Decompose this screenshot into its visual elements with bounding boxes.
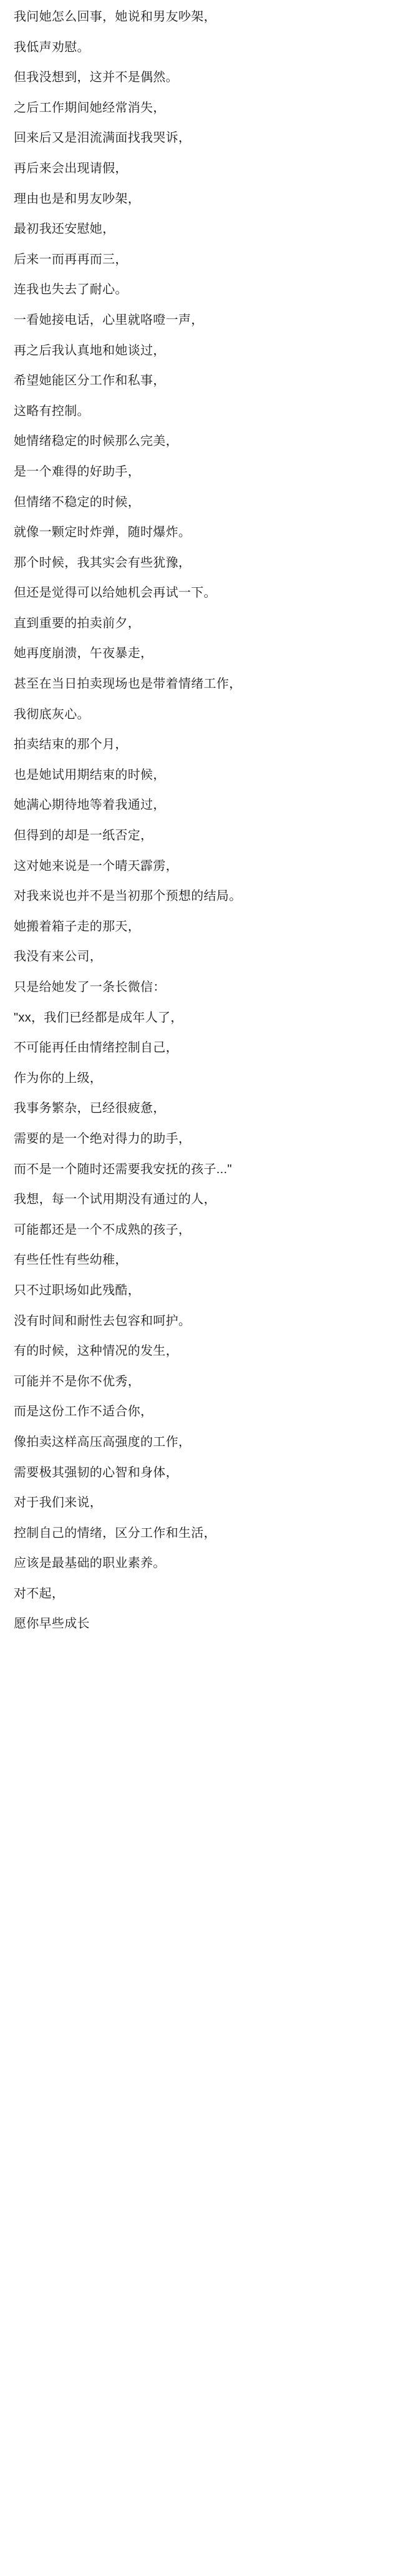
text-line: 我彻底灰心。 [14, 707, 90, 721]
text-line: 但还是觉得可以给她机会再试一下。 [14, 586, 216, 600]
text-line: 再之后我认真地和她谈过， [14, 343, 166, 358]
text-line: "xx，我们已经都是成年人了， [14, 1010, 183, 1025]
text-line: 没有时间和耐性去包容和呵护。 [14, 1314, 192, 1328]
text-line: 她情绪稳定的时候那么完美， [14, 434, 178, 449]
text-line: 控制自己的情绪，区分工作和生活， [14, 1526, 216, 1540]
text-line: 应该是最基础的职业素养。 [14, 1556, 166, 1571]
text-line: 不可能再任由情绪控制自己， [14, 1041, 178, 1055]
text-line: 只不过职场如此残酷， [14, 1283, 140, 1297]
text-line: 有的时候，这种情况的发生， [14, 1344, 178, 1359]
text-line: 是一个难得的好助手， [14, 464, 140, 479]
text-line: 需要极其强韧的心智和身体， [14, 1465, 178, 1480]
text-line: 我低声劝慰。 [14, 40, 90, 54]
text-line: 但我没想到，这并不是偶然。 [14, 71, 178, 85]
text-line: 有些任性有些幼稚， [14, 1253, 128, 1267]
text-line: 拍卖结束的那个月， [14, 738, 128, 752]
text-line: 像拍卖这样高压高强度的工作， [14, 1435, 192, 1449]
text-line: 可能并不是你不优秀， [14, 1374, 140, 1388]
text-line: 对我来说也并不是当初那个预想的结局。 [14, 889, 242, 904]
text-line: 她满心期待地等着我通过， [14, 798, 166, 812]
text-line: 这略有控制。 [14, 404, 90, 418]
text-line: 那个时候，我其实会有些犹豫， [14, 555, 192, 570]
text-line: 这对她来说是一个晴天霹雳， [14, 859, 178, 873]
text-line: 对不起， [14, 1586, 65, 1601]
text-line: 甚至在当日拍卖现场也是带着情绪工作， [14, 677, 242, 691]
text-line: 但得到的却是一纸否定， [14, 829, 153, 843]
text-line: 我问她怎么回事，她说和男友吵架， [14, 10, 216, 24]
text-line: 之后工作期间她经常消失， [14, 100, 166, 115]
text-line: 再后来会出现请假， [14, 161, 128, 175]
text-line: 直到重要的拍卖前夕， [14, 616, 140, 630]
text-line: 最初我还安慰她， [14, 222, 115, 237]
text-line: 也是她试用期结束的时候， [14, 768, 166, 782]
text-line: 我没有来公司， [14, 950, 103, 964]
text-line: 对于我们来说， [14, 1496, 103, 1510]
text-line: 但情绪不稳定的时候， [14, 495, 140, 509]
text-line: 而不是一个随时还需要我安抚的孩子..." [14, 1162, 232, 1176]
text-line: 一看她接电话，心里就咯噔一声， [14, 313, 204, 327]
text-line: 我想，每一个试用期没有通过的人， [14, 1193, 216, 1207]
text-line: 只是给她发了一条长微信： [14, 980, 166, 994]
text-line: 连我也失去了耐心。 [14, 283, 128, 297]
text-line: 我事务繁杂，已经很疲惫， [14, 1101, 166, 1116]
text-line: 作为你的上级， [14, 1071, 103, 1085]
text-line: 愿你早些成长 [14, 1617, 90, 1631]
text-line: 理由也是和男友吵架， [14, 192, 140, 206]
text-line: 后来一而再再而三， [14, 252, 128, 266]
text-line: 可能都还是一个不成熟的孩子， [14, 1222, 192, 1237]
text-line: 她再度崩溃，午夜暴走， [14, 646, 153, 661]
text-line: 回来后又是泪流满面找我哭诉， [14, 131, 192, 145]
text-body [14, 9, 379, 1632]
text-line: 希望她能区分工作和私事， [14, 374, 166, 388]
text-line: 她搬着箱子走的那天， [14, 919, 140, 934]
text-line: 而是这份工作不适合你， [14, 1405, 153, 1419]
text-line: 需要的是一个绝对得力的助手， [14, 1131, 192, 1146]
text-line: 就像一颗定时炸弹，随时爆炸。 [14, 525, 192, 540]
